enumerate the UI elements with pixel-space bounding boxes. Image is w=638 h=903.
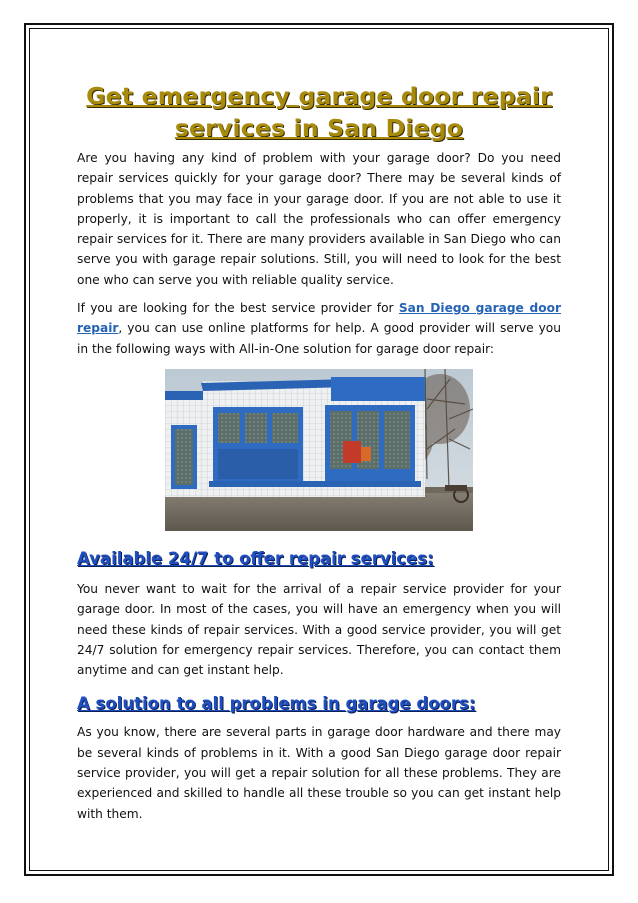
section-heading-available-24-7: Available 24/7 to offer repair services: <box>77 548 434 568</box>
page-title-line1: Get emergency garage door repair <box>86 82 552 110</box>
document-body <box>77 80 561 824</box>
san-diego-garage-door-repair-link[interactable]: San Diego garage door repair <box>77 301 562 336</box>
page-title-line2: services in San Diego <box>174 114 464 142</box>
section-body-available-24-7: You never want to wait for the arrival of a repair service provider for your garage door. In most of the cases, you will have an emergency when you will need these kinds of repair services. With a good service provider, you will get 24/7 solution for emergency repair services. Therefore, you can contact them anytime and can get instant help. <box>77 581 561 678</box>
providers-text-before: If you are looking for the best service provider for <box>77 301 399 316</box>
providers-paragraph <box>77 298 561 359</box>
garage-photo <box>165 369 473 531</box>
section-body-solution-all-problems: As you know, there are several parts in garage door hardware and there may be several kinds of problems in it. With a good San Diego garage door repair service provider, you will get a repair solution for all these problems. They are experienced and skilled to handle all these trouble so you can get instant help with them. <box>77 725 561 821</box>
intro-paragraph: Are you having any kind of problem with your garage door? Do you need repair services quickly for your garage door? There may be several kinds of problems that you may face in your garage door. If you are not able to use it properly, it is important to call the professionals who can offer emergency repair services for it. There are many providers available in San Diego who can serve you with garage repair solutions. Still, you will need to look for the best one who can serve you with reliable quality service. <box>77 151 561 287</box>
page-title <box>77 80 561 144</box>
section-heading-solution-all-problems: A solution to all problems in garage doors: <box>77 694 476 714</box>
providers-text-after: , you can use online platforms for help. A good provider will serve you in the following ways with All-in-One solution for garage door repair: <box>77 321 561 356</box>
